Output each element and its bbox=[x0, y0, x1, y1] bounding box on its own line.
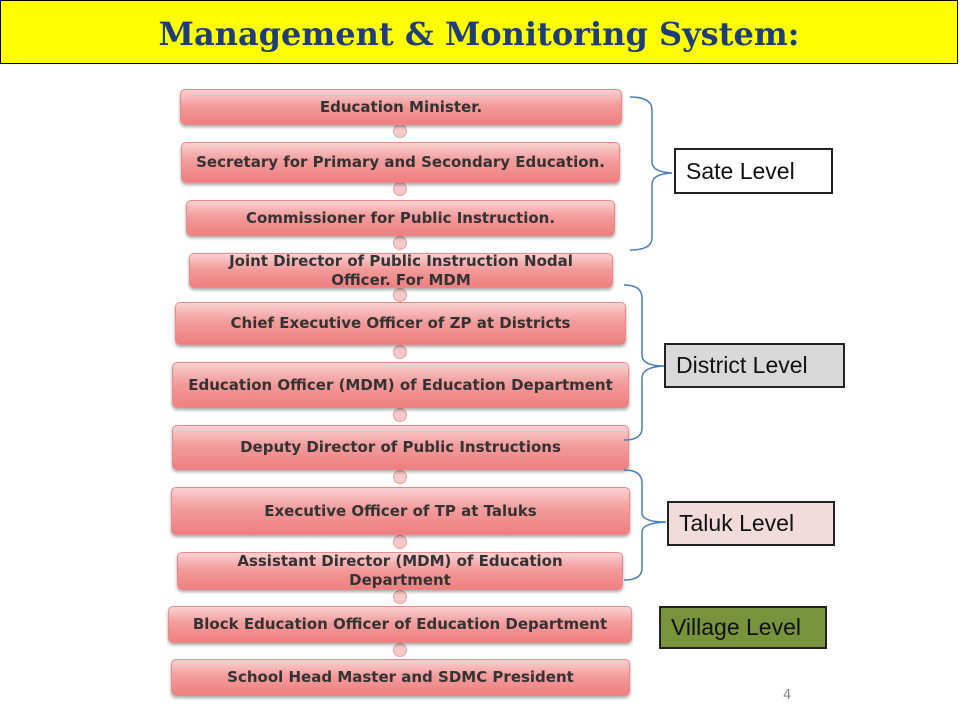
district-brace bbox=[624, 285, 664, 440]
box-block-education-officer: Block Education Officer of Education Department bbox=[168, 606, 632, 643]
box-secretary: Secretary for Primary and Secondary Education. bbox=[181, 142, 620, 183]
box-assistant-director: Assistant Director (MDM) of Education Department bbox=[177, 552, 623, 590]
box-school-head-master: School Head Master and SDMC President bbox=[171, 659, 630, 696]
box-executive-officer-tp: Executive Officer of TP at Taluks bbox=[171, 487, 630, 535]
box-joint-director: Joint Director of Public Instruction Nodal Officer. For MDM bbox=[189, 253, 613, 288]
box-commissioner: Commissioner for Public Instruction. bbox=[186, 200, 615, 236]
taluk-brace bbox=[624, 470, 666, 580]
district-level-label: District Level bbox=[664, 343, 845, 388]
page-title: Management & Monitoring System: bbox=[158, 15, 800, 53]
box-deputy-director: Deputy Director of Public Instructions bbox=[172, 425, 629, 470]
box-chief-executive-officer: Chief Executive Officer of ZP at Districts bbox=[175, 302, 626, 345]
taluk-level-label: Taluk Level bbox=[667, 501, 835, 546]
box-education-officer: Education Officer (MDM) of Education Department bbox=[172, 362, 629, 408]
state-brace bbox=[630, 97, 672, 250]
state-level-label: Sate Level bbox=[674, 148, 833, 194]
page-number: 4 bbox=[783, 688, 792, 703]
box-education-minister: Education Minister. bbox=[180, 89, 622, 125]
village-level-label: Village Level bbox=[659, 606, 827, 649]
